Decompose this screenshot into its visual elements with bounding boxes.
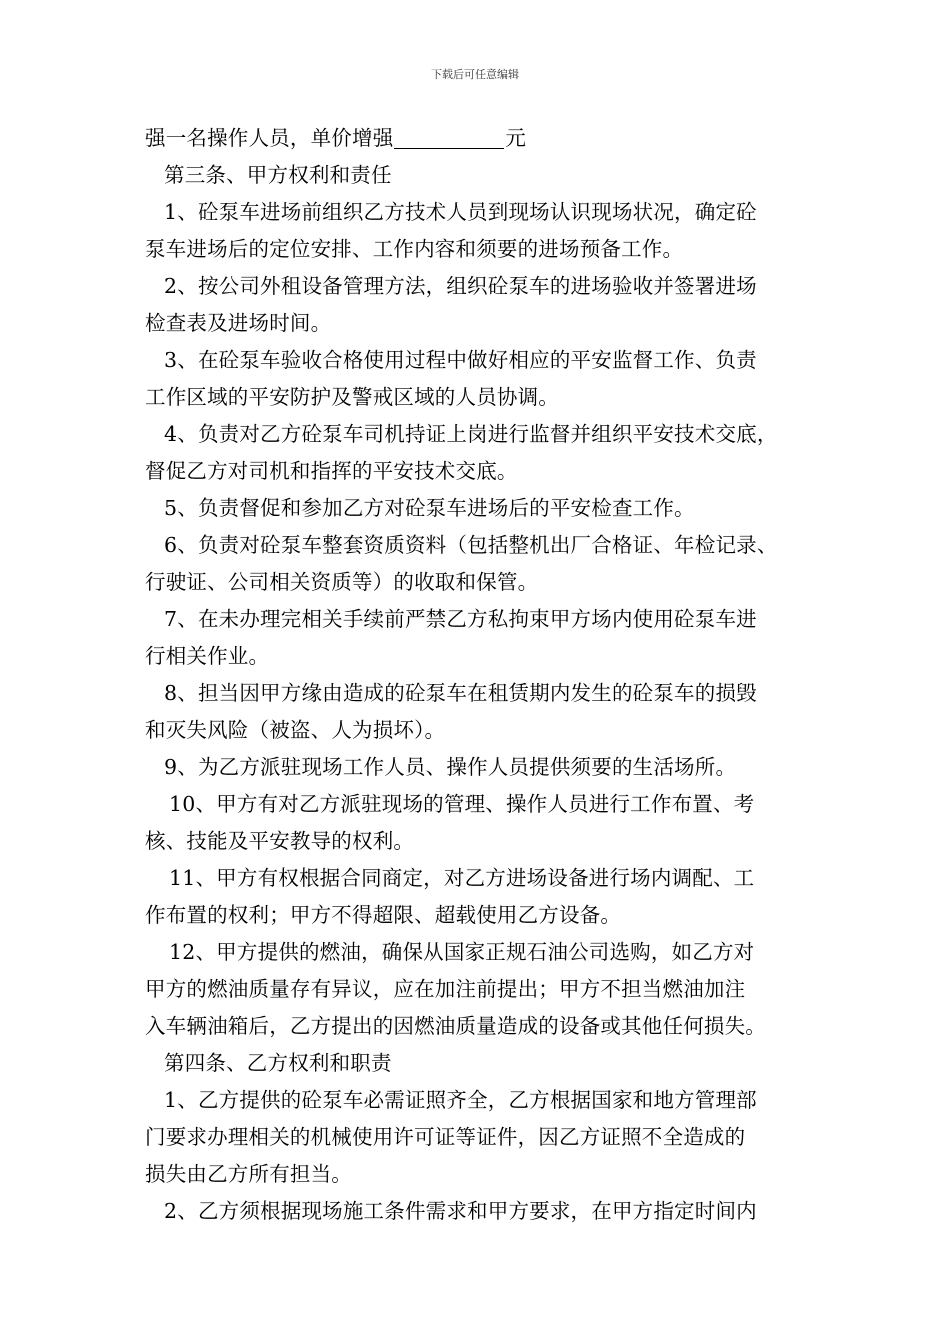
paragraph-line: 3、在砼泵车验收合格使用过程中做好相应的平安监督工作、负责 — [164, 348, 757, 372]
paragraph-line: 5、负责督促和参加乙方对砼泵车进场后的平安检查工作。 — [164, 496, 695, 520]
paragraph-line: 和灭失风险（被盗、人为损坏）。 — [145, 718, 446, 742]
line-text: 强一名操作人员，单价增强 — [145, 126, 394, 150]
paragraph-line: 检查表及进场时间。 — [145, 311, 332, 335]
paragraph-line: 12、甲方提供的燃油，确保从国家正规石油公司选购，如乙方对 — [169, 940, 755, 964]
paragraph-line: 泵车进场后的定位安排、工作内容和须要的进场预备工作。 — [145, 237, 684, 261]
paragraph-line: 2、乙方须根据现场施工条件需求和甲方要求，在甲方指定时间内 — [164, 1199, 757, 1223]
paragraph-line: 11、甲方有权根据合同商定，对乙方进场设备进行场内调配、工 — [169, 866, 755, 890]
document-body — [145, 120, 810, 1230]
paragraph-line: 1、乙方提供的砼泵车必需证照齐全，乙方根据国家和地方管理部 — [164, 1088, 757, 1112]
section-heading: 第四条、乙方权利和职责 — [164, 1051, 392, 1075]
paragraph-line: 9、为乙方派驻现场工作人员、操作人员提供须要的生活场所。 — [164, 755, 737, 779]
paragraph-line: 作布置的权利；甲方不得超限、超载使用乙方设备。 — [145, 903, 622, 927]
paragraph-line: 6、负责对砼泵车整套资质资料（包括整机出厂合格证、年检记录、 — [164, 533, 778, 557]
paragraph-line: 10、甲方有对乙方派驻现场的管理、操作人员进行工作布置、考 — [169, 792, 755, 816]
paragraph-line: 4、负责对乙方砼泵车司机持证上岗进行监督并组织平安技术交底， — [164, 422, 778, 446]
line-text: 元 — [505, 126, 527, 150]
paragraph-line: 门要求办理相关的机械使用许可证等证件，因乙方证照不全造成的 — [145, 1125, 746, 1149]
paragraph-line — [145, 120, 810, 157]
paragraph-line: 甲方的燃油质量存有异议，应在加注前提出；甲方不担当燃油加注 — [145, 977, 746, 1001]
paragraph-line: 工作区域的平安防护及警戒区域的人员协调。 — [145, 385, 559, 409]
paragraph-line: 核、技能及平安教导的权利。 — [145, 829, 415, 853]
fill-in-blank — [394, 128, 504, 149]
paragraph-line: 行相关作业。 — [145, 644, 270, 668]
paragraph-line: 8、担当因甲方缘由造成的砼泵车在租赁期内发生的砼泵车的损毁 — [164, 681, 757, 705]
paragraph-line: 督促乙方对司机和指挥的平安技术交底。 — [145, 459, 518, 483]
paragraph-line: 2、按公司外租设备管理方法，组织砼泵车的进场验收并签署进场 — [164, 274, 757, 298]
paragraph-line: 7、在未办理完相关手续前严禁乙方私拘束甲方场内使用砼泵车进 — [164, 607, 757, 631]
paragraph-line: 1、砼泵车进场前组织乙方技术人员到现场认识现场状况，确定砼 — [164, 200, 757, 224]
page-header: 下载后可任意编辑 — [431, 68, 519, 81]
paragraph-line: 入车辆油箱后，乙方提出的因燃油质量造成的设备或其他任何损失。 — [145, 1014, 766, 1038]
paragraph-line: 损失由乙方所有担当。 — [145, 1162, 352, 1186]
paragraph-line: 行驶证、公司相关资质等）的收取和保管。 — [145, 570, 539, 594]
section-heading: 第三条、甲方权利和责任 — [164, 163, 392, 187]
